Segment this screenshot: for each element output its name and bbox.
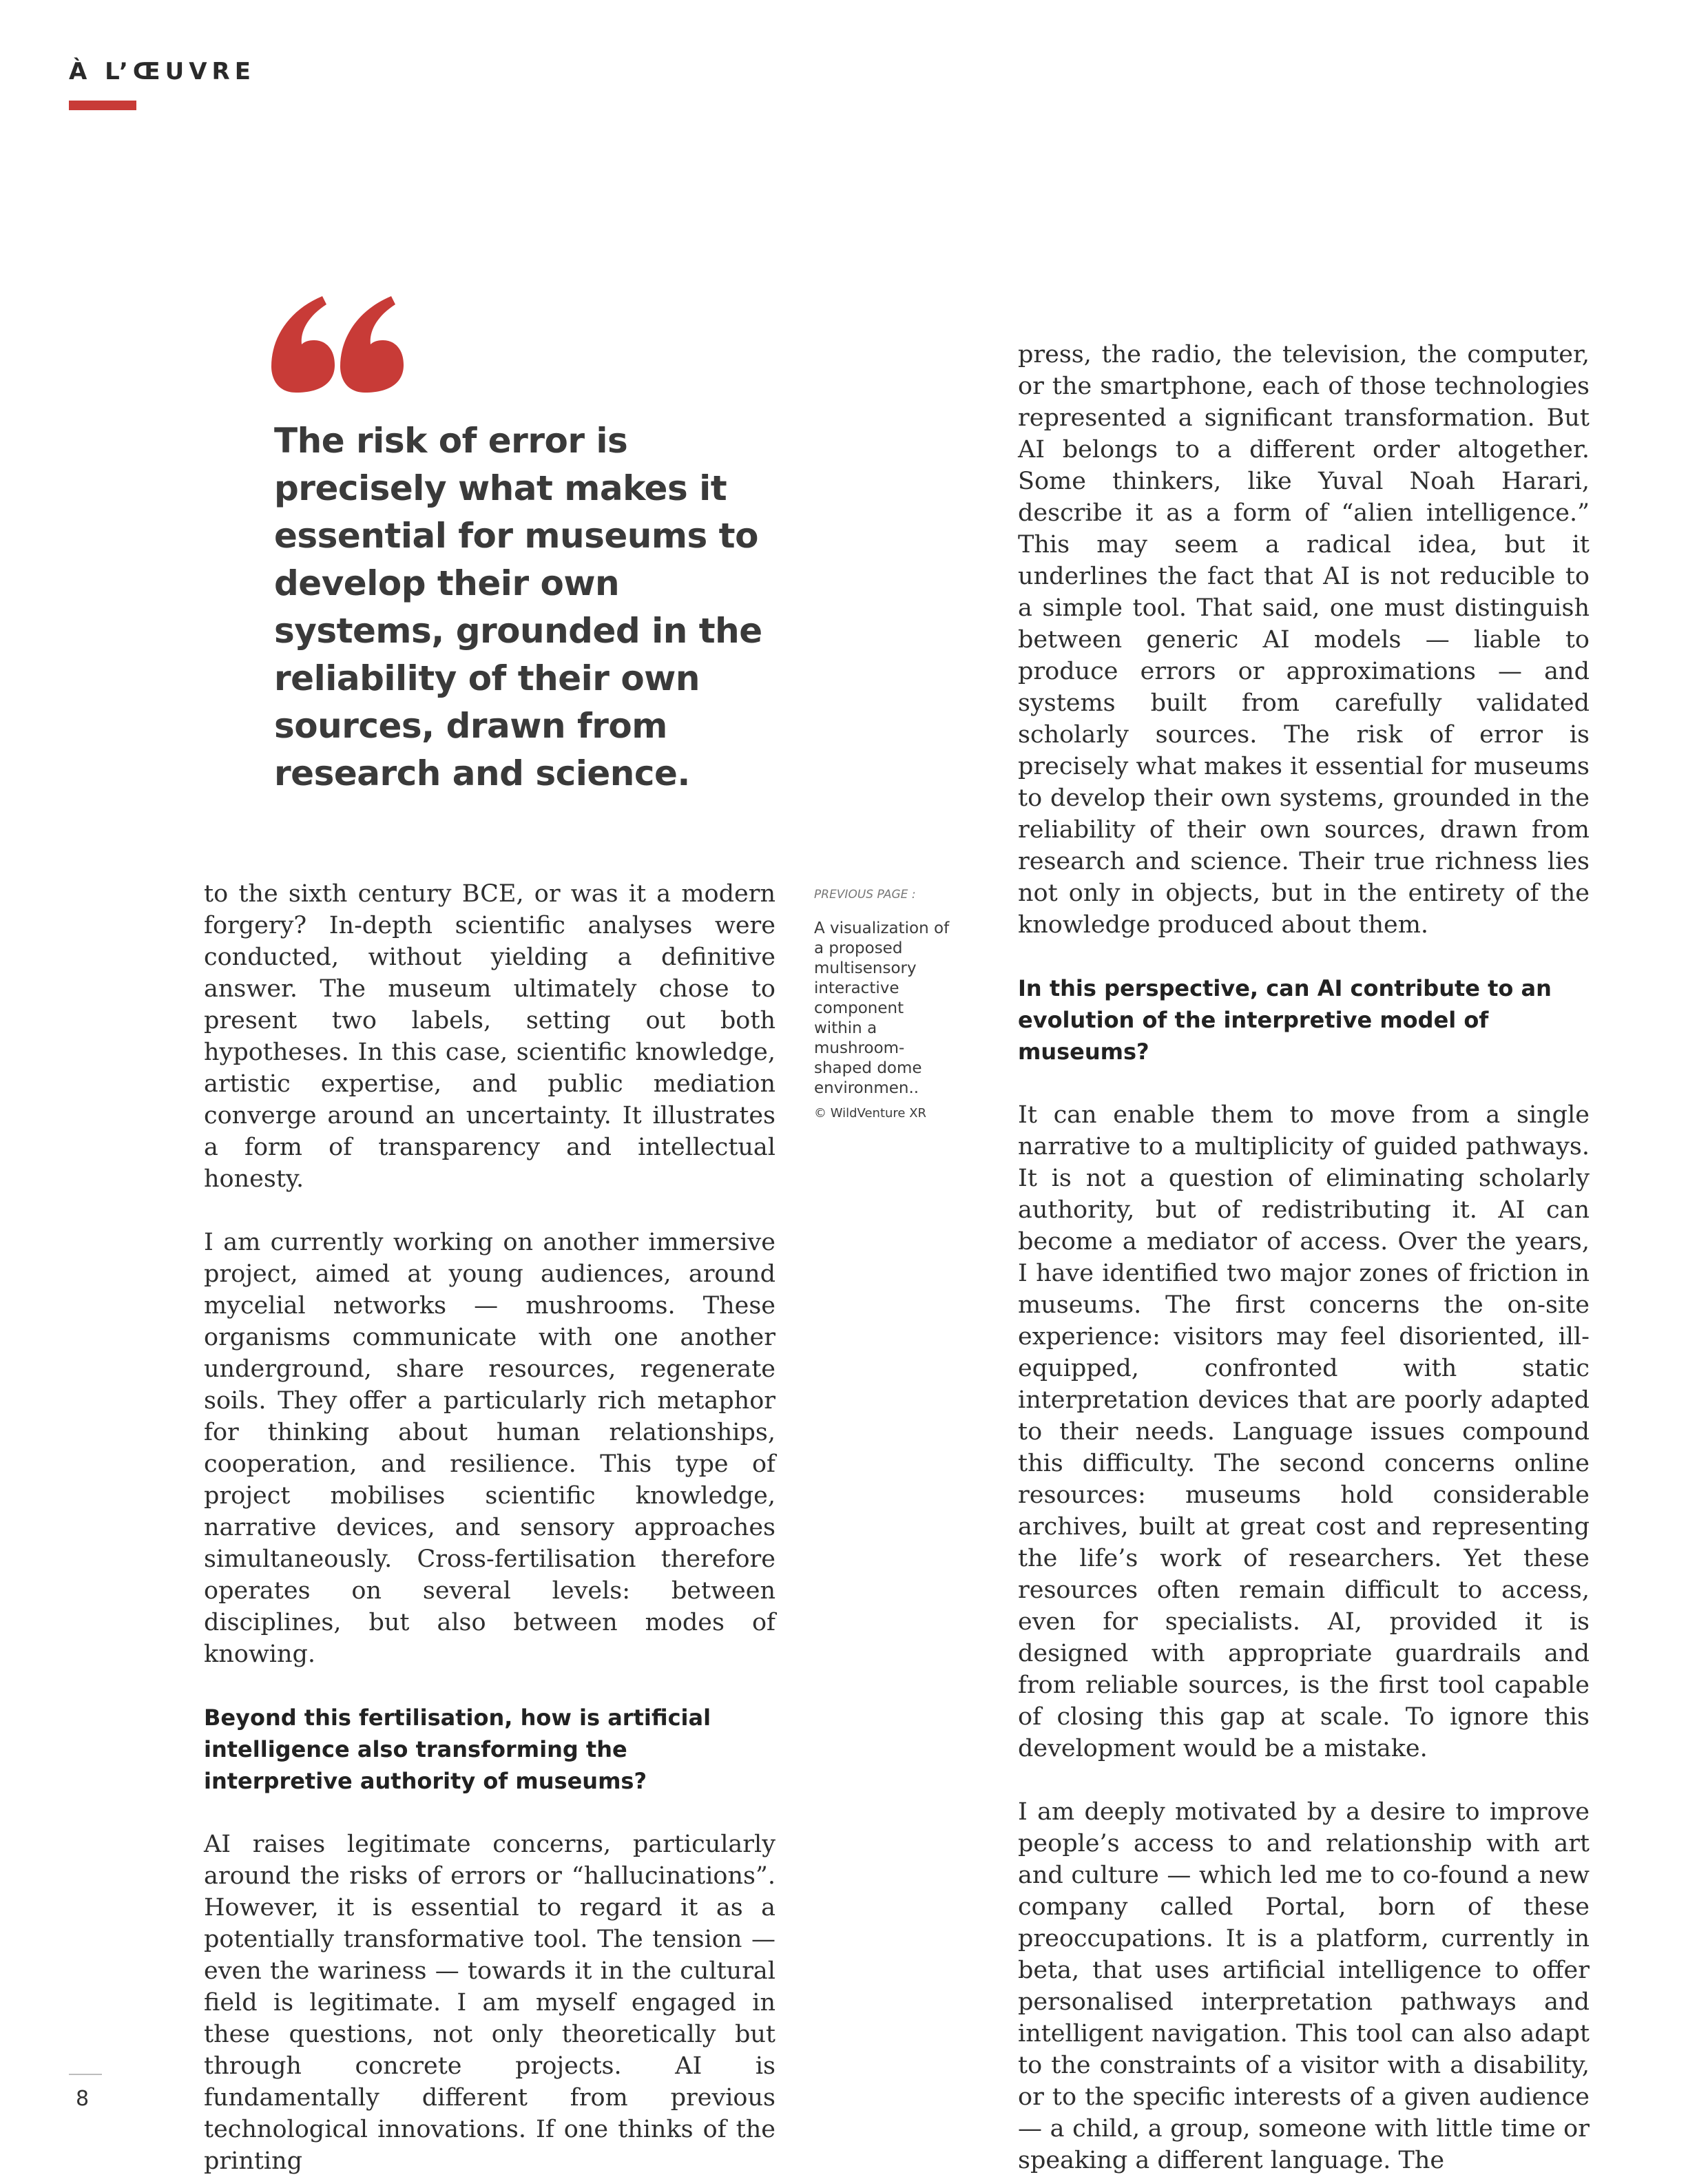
- caption-kicker: PREVIOUS PAGE :: [814, 888, 916, 902]
- body-paragraph: It can enable them to move from a single narrative to a multiplicity of guided pathways. It is not a question of eliminating scholarly authority, but of redistributing it. AI can become a mediator of access. Over the years, I have identified two major zones of friction in museums. The first concerns the on-site experience: visitors may feel disoriented, ill-equipped, confronted with static interpretation devices that are poorly adapted to their needs. Language issues compound this difficulty. The second concerns online resources: museums hold considerable archives, built at great cost and representing the life’s work of researchers. Yet these resources often remain difficult to access, even for specialists. AI, provided it is designed with appropriate guardrails and from reliable sources, is the first tool capable of closing this gap at scale. To ignore this development would be a mistake.: [1018, 1101, 1590, 1762]
- footer-rule: [69, 2074, 102, 2075]
- left-column: [204, 878, 775, 2177]
- section-label: À L’ŒUVRE: [69, 58, 256, 85]
- interview-question: Beyond this fertilisation, how is artificial intelligence also transforming the interpretive authority of museums?: [204, 1705, 711, 1794]
- right-column: [1018, 339, 1590, 2176]
- caption-credit: © WildVenture XR: [814, 1106, 927, 1121]
- interview-question: In this perspective, can AI contribute to an evolution of the interpretive model of museums?: [1018, 975, 1552, 1065]
- caption-text: A visualization of a proposed multisensory interactive component within a mushroom-shaped dome environmen..: [814, 919, 950, 1097]
- body-paragraph: to the sixth century BCE, or was it a modern forgery? In-depth scientific analyses were conducted, without yielding a definitive answer. The museum ultimately chose to present two labels, setting out both hypotheses. In this case, scientific knowledge, artistic expertise, and public mediation converge around an uncertainty. It illustrates a form of transparency and intellectual honesty.: [204, 880, 775, 1193]
- section-accent-bar: [69, 101, 136, 110]
- pull-quote: The risk of error is precisely what makes it essential for museums to develop their own systems, grounded in the reliability of their own sources, drawn from research and science.: [274, 421, 762, 793]
- body-paragraph: I am currently working on another immersive project, aimed at young audiences, around mycelial networks — mushrooms. These organisms communicate with one another underground, share resources, regenerate soils. They offer a particularly rich metaphor for thinking about human relationships, cooperation, and resilience. This type of project mobilises scientific knowledge, narrative devices, and sensory approaches simultaneously. Cross-fertilisation therefore operates on several levels: between disciplines, but also between modes of knowing.: [204, 1229, 775, 1668]
- quote-mark-icon: [269, 289, 406, 399]
- page-number: 8: [76, 2087, 90, 2111]
- body-paragraph: press, the radio, the television, the computer, or the smartphone, each of those technologies represented a significant transformation. But AI belongs to a different order altogether. Some thinkers, like Yuval Noah Harari, describe it as a form of “alien intelligence.” This may seem a radical idea, but it underlines the fact that AI is not reducible to a simple tool. That said, one must distinguish between generic AI models — liable to produce errors or approximations — and systems built from carefully validated scholarly sources. The risk of error is precisely what makes it essential for museums to develop their own systems, grounded in the reliability of their own sources, drawn from research and science. Their true richness lies not only in objects, but in the entirety of the knowledge produced about them.: [1018, 341, 1590, 939]
- body-paragraph: AI raises legitimate concerns, particularly around the risks of errors or “hallucinations”. However, it is essential to regard it as a potentially transformative tool. The tension — even the wariness — towards it in the cultural field is legitimate. I am myself engaged in these questions, not only theoretically but through concrete projects. AI is fundamentally different from previous technological innovations. If one thinks of the printing: [204, 1831, 775, 2175]
- body-paragraph: I am deeply motivated by a desire to improve people’s access to and relationship with art and culture — which led me to co-found a new company called Portal, born of these preoccupations. It is a platform, currently in beta, that uses artificial intelligence to offer personalised interpretation pathways and intelligent navigation. This tool can also adapt to the constraints of a visitor with a disability, or to the specific interests of a given audience — a child, a group, someone with little time or speaking a different language. The: [1018, 1798, 1590, 2174]
- image-caption: [814, 887, 952, 1122]
